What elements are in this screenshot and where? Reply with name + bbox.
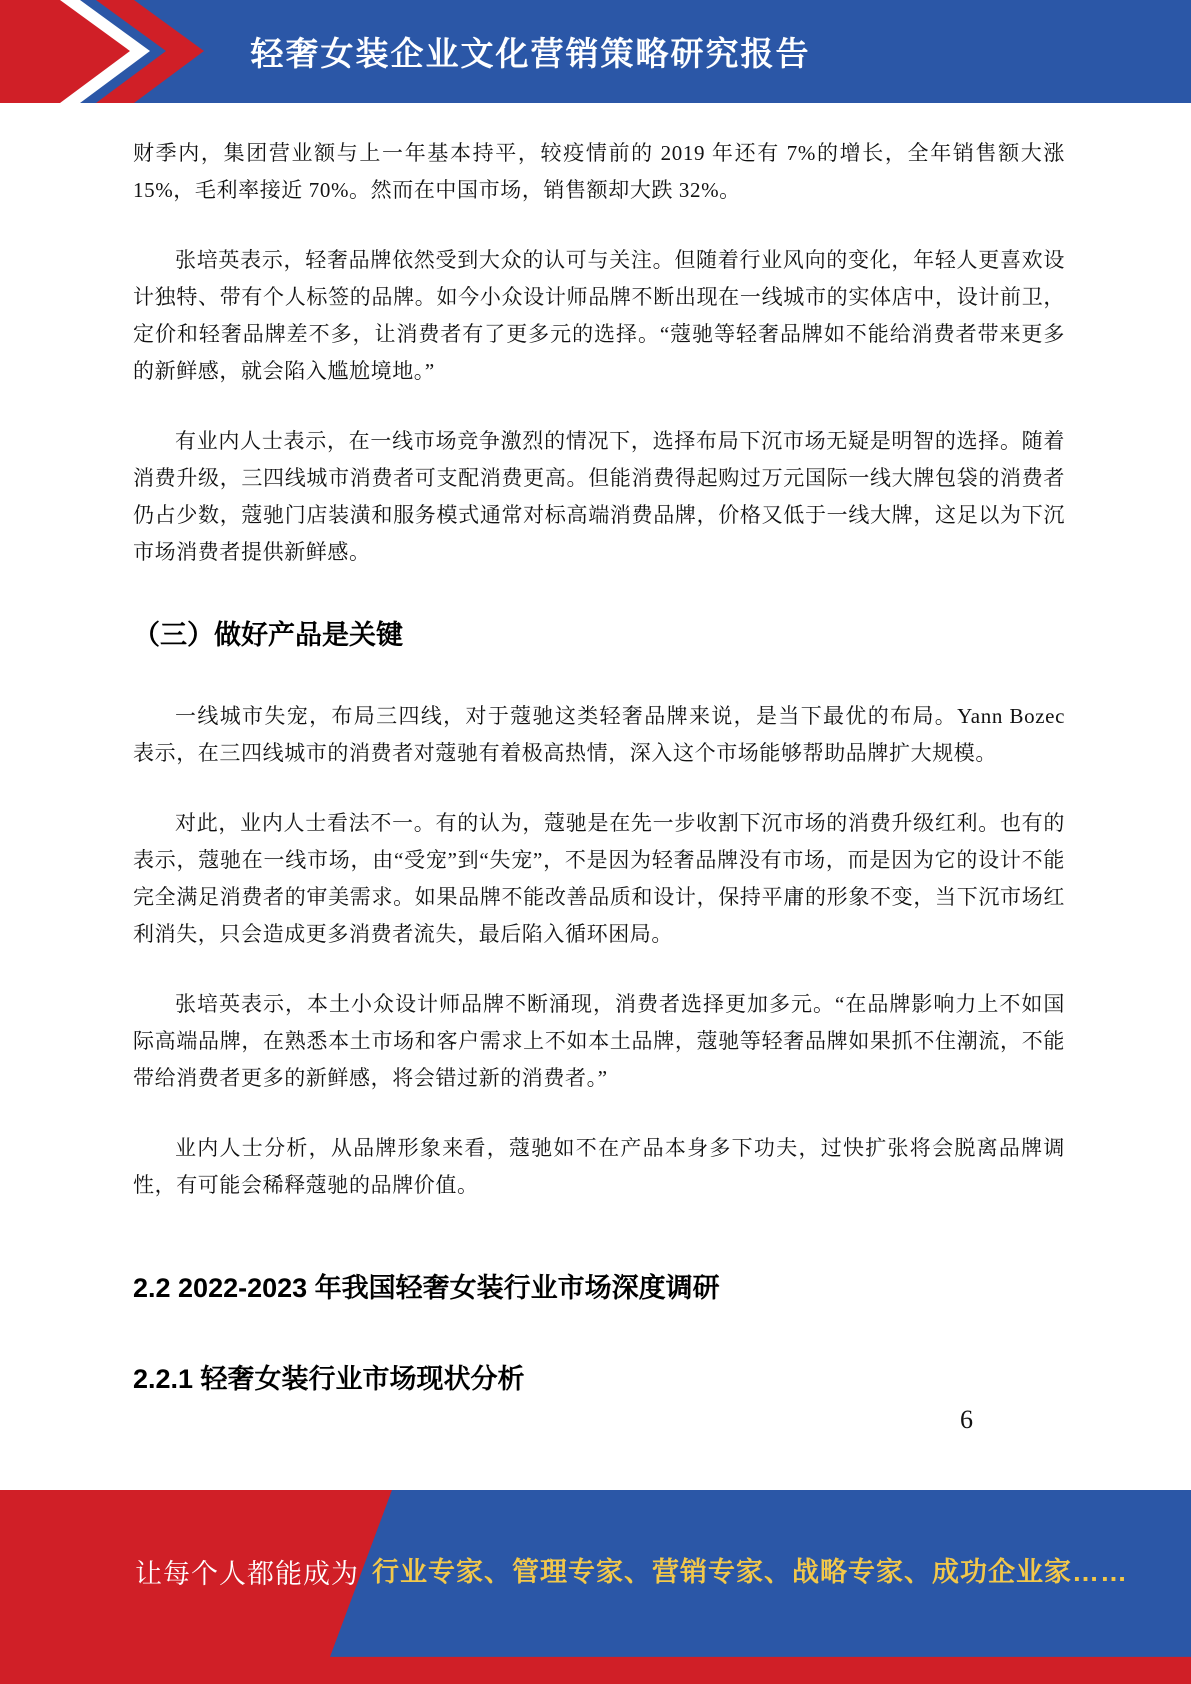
footer-slogan-left: 让每个人都能成为 [135, 1559, 359, 1589]
report-title: 轻奢女装企业文化营销策略研究报告 [250, 35, 811, 72]
body-paragraph: 业内人士分析，从品牌形象来看，蔻驰如不在产品本身多下功夫，过快扩张将会脱离品牌调性，有可能会稀释蔻驰的品牌价值。 [133, 1136, 1065, 1197]
body-paragraph: 一线城市失宠，布局三四线，对于蔻驰这类轻奢品牌来说，是当下最优的布局。Yann Bozec 表示，在三四线城市的消费者对蔻驰有着极高热情，深入这个市场能够帮助品牌扩大规模。 [133, 704, 1065, 765]
body-paragraph: 财季内，集团营业额与上一年基本持平，较疫情前的 2019 年还有 7%的增长，全年销售额大涨 15%，毛利率接近 70%。然而在中国市场，销售额却大跌 32%。 [133, 141, 1065, 202]
page-footer [0, 1490, 1191, 1684]
page-number: 6 [960, 1405, 973, 1434]
body-paragraph: 有业内人士表示，在一线市场竞争激烈的情况下，选择布局下沉市场无疑是明智的选择。随着消费升级，三四线城市消费者可支配消费更高。但能消费得起购过万元国际一线大牌包袋的消费者仍占少数，蔻驰门店装潢和服务模式通常对标高端消费品牌，价格又低于一线大牌，这足以为下沉市场消费者提供新鲜感。 [133, 429, 1065, 564]
section-heading-2-2: 2.2 2022-2023 年我国轻奢女装行业市场深度调研 [133, 1273, 720, 1303]
body-paragraph: 对此，业内人士看法不一。有的认为，蔻驰是在先一步收割下沉市场的消费升级红利。也有的表示，蔻驰在一线市场，由“受宠”到“失宠”，不是因为轻奢品牌没有市场，而是因为它的设计不能完全满足消费者的审美需求。如果品牌不能改善品质和设计，保持平庸的形象不变，当下沉市场红利消失，只会造成更多消费者流失，最后陷入循环困局。 [133, 811, 1065, 946]
section-heading-2-2-1: 2.2.1 轻奢女装行业市场现状分析 [133, 1364, 525, 1394]
body-paragraph: 张培英表示，本土小众设计师品牌不断涌现，消费者选择更加多元。“在品牌影响力上不如国际高端品牌，在熟悉本土市场和客户需求上不如本土品牌，蔻驰等轻奢品牌如果抓不住潮流，不能带给消费者更多的新鲜感，将会错过新的消费者。” [133, 992, 1065, 1090]
header-arrow-decoration [0, 0, 210, 103]
report-header-banner [0, 0, 1191, 103]
body-paragraph: 张培英表示，轻奢品牌依然受到大众的认可与关注。但随着行业风向的变化，年轻人更喜欢设计独特、带有个人标签的品牌。如今小众设计师品牌不断出现在一线城市的实体店中，设计前卫，定价和轻奢品牌差不多，让消费者有了更多元的选择。“蔻驰等轻奢品牌如不能给消费者带来更多的新鲜感，就会陷入尴尬境地。” [133, 248, 1065, 383]
footer-slogan-right: 行业专家、管理专家、营销专家、战略专家、成功企业家…… [372, 1557, 1128, 1587]
section-heading-product-is-key: （三）做好产品是关键 [133, 620, 403, 650]
document-body [133, 103, 1065, 1396]
